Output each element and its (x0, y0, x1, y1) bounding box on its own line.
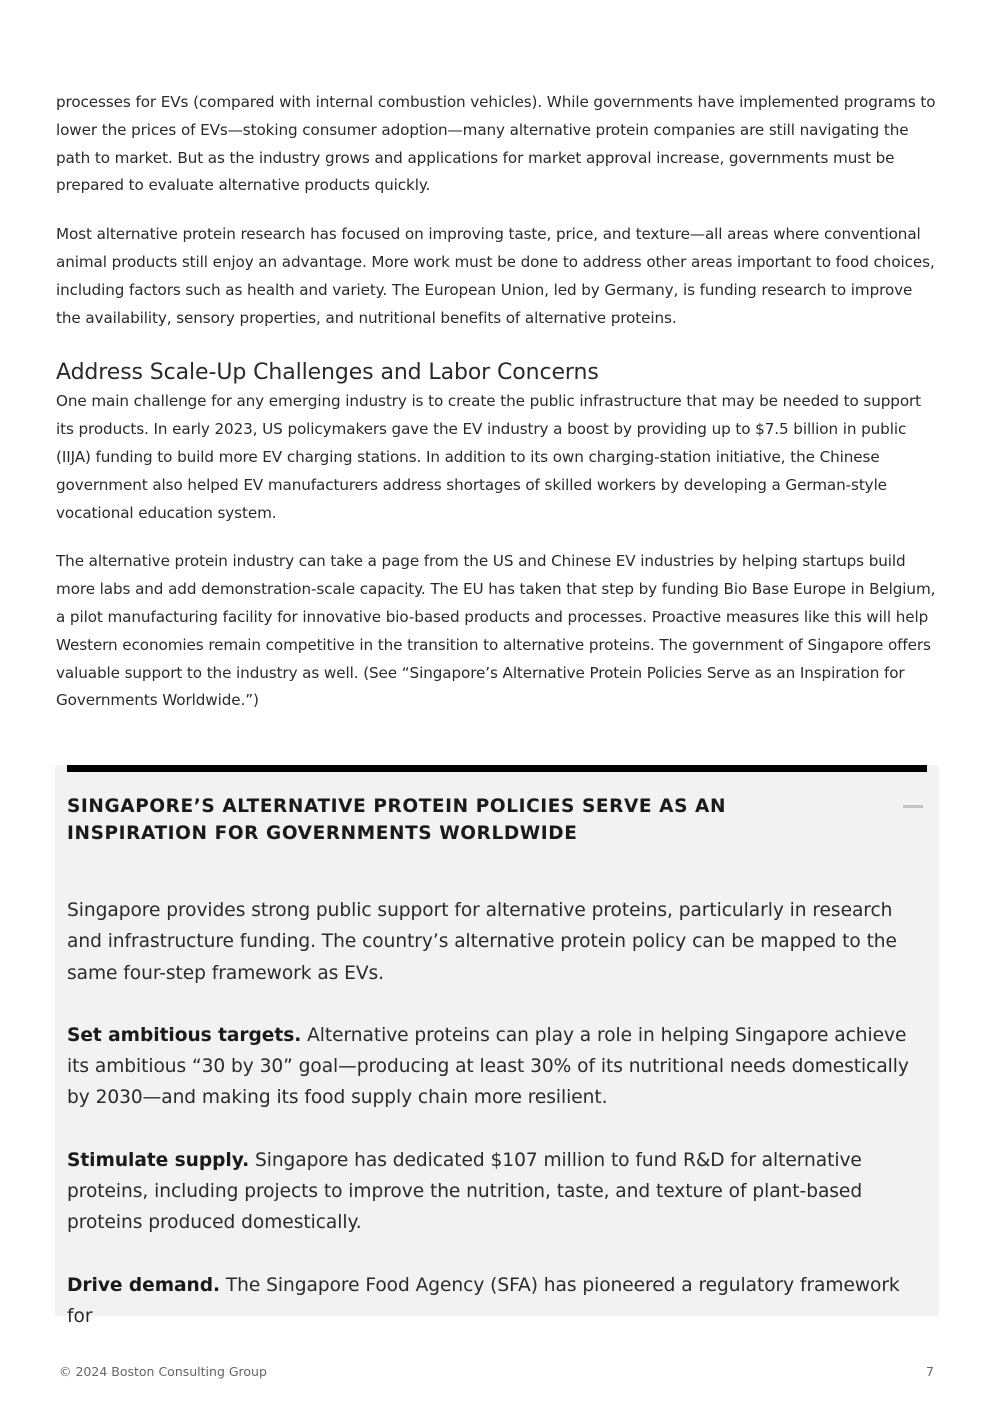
page-number: 7 (926, 1364, 934, 1379)
callout-item (67, 1270, 927, 1333)
callout-item-lead: Stimulate supply. (67, 1149, 250, 1171)
body-paragraph: processes for EVs (compared with internal combustion vehicles). While governments have implemented programs to lower the prices of EVs—stoking consumer adoption—many alternative protein companies are still navigating the path to market. But as the industry grows and applications for market approval increase, governments must be prepared to evaluate alternative products quickly. (56, 93, 936, 195)
minus-icon[interactable] (903, 801, 923, 811)
callout-intro: Singapore provides strong public support for alternative proteins, particularly in research and infrastructure funding. The country’s alternative protein policy can be mapped to the same four-step framework as EVs. (67, 900, 897, 984)
body-paragraph: Most alternative protein research has focused on improving taste, price, and texture—all areas where conventional animal products still enjoy an advantage. More work must be done to address other areas important to food choices, including factors such as health and variety. The European Union, led by Germany, is funding research to improve the availability, sensory properties, and nutritional benefits of alternative proteins. (56, 225, 935, 327)
body-paragraph: The alternative protein industry can take a page from the US and Chinese EV industries by helping startups build more labs and add demonstration-scale capacity. The EU has taken that step by funding Bio Base Europe in Belgium, a pilot manufacturing facility for innovative bio-based products and processes. Proactive measures like this will help Western economies remain competitive in the transition to alternative proteins. The government of Singapore offers valuable support to the industry as well. (See “Singapore’s Alternative Protein Policies Serve as an Inspiration for Governments Worldwide.”) (56, 552, 936, 710)
callout-body (67, 895, 927, 1363)
section-heading: Address Scale-Up Challenges and Labor Concerns (56, 360, 599, 386)
callout-item-text: Alternative proteins can play a role in helping Singapore achieve its ambitious “30 by 30” goal—producing at least 30% of its nutritional needs domestically by 2030—and making its food supply chain more resilient. (67, 1024, 909, 1109)
article-body (56, 89, 940, 736)
callout-item-text: Singapore has dedicated $107 million to fund R&D for alternative proteins, including projects to improve the nutrition, taste, and texture of plant-based proteins produced domestically. (67, 1149, 863, 1234)
callout-top-rule (67, 765, 927, 772)
callout-item (67, 1145, 927, 1239)
sidebar-callout (55, 765, 939, 1327)
callout-item-lead: Set ambitious targets. (67, 1024, 302, 1046)
body-paragraph: One main challenge for any emerging industry is to create the public infrastructure that may be needed to support its products. In early 2023, US policymakers gave the EV industry a boost by providing up to $7.5 billion in public (IIJA) funding to build more EV charging stations. In addition to its own charging-station initiative, the Chinese government also helped EV manufacturers address shortages of skilled workers by developing a German-style vocational education system. (56, 392, 922, 522)
callout-item (67, 1020, 927, 1114)
callout-item-lead: Drive demand. (67, 1274, 220, 1296)
callout-title: SINGAPORE’S ALTERNATIVE PROTEIN POLICIES SERVE AS AN INSPIRATION FOR GOVERNMENTS WORLDWIDE (67, 796, 727, 844)
callout-item-text: The Singapore Food Agency (SFA) has pioneered a regulatory framework for (67, 1274, 900, 1327)
footer-copyright: © 2024 Boston Consulting Group (59, 1364, 267, 1379)
